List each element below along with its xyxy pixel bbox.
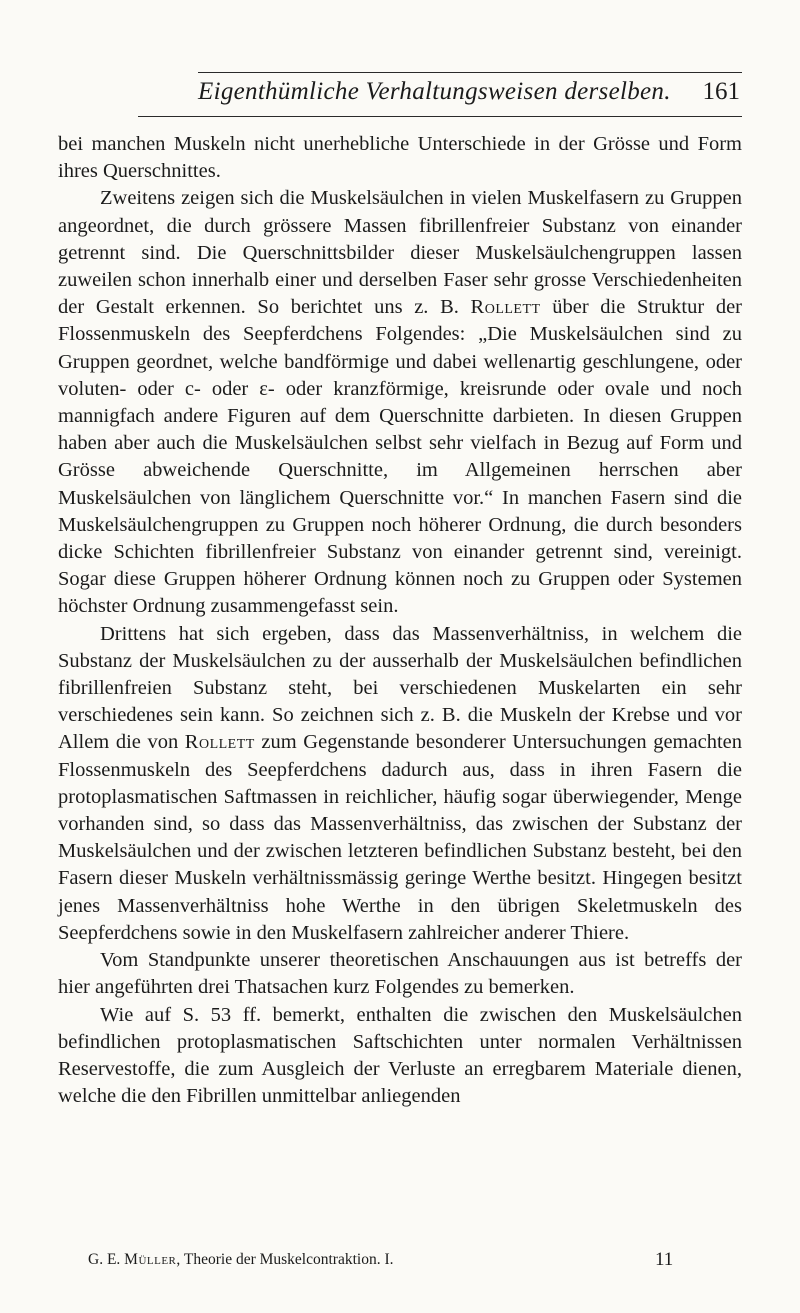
footer-author-name: Müller — [124, 1251, 177, 1268]
paragraph — [58, 185, 742, 620]
paragraph — [58, 947, 742, 1001]
text-segment: zum Gegenstande besonderer Untersuchungen gemachten Flossenmuskeln des Seepferdchens dadurch aus, dass in ihren Fasern die protoplasmatischen Saftmassen in reichlicher, häufig sogar überwiegender, Menge vorhanden sind, so dass das Massenverhältniss, das zwischen der Substanz der Muskelsäulchen und der zwischen letzteren befindlichen Substanz besteht, bei den Fasern dieser Muskeln verhältnissmässig geringe Werthe besitzt. Hingegen besitzt jenes Massenverhältniss hohe Werthe in den übrigen Skeletmuskeln des Seepferdchens sowie in den Muskelfasern zahlreicher anderer Thiere. — [58, 731, 742, 944]
text-segment: Drittens hat sich ergeben, dass das Massenverhältniss, in welchem die Substanz der Muskelsäulchen zu der ausserhalb der Muskelsäulchen befindlichen fibrillenfreien Substanz steht, bei verschiedenen Muskelarten ein sehr verschiedenes sein kann. So zeichnen sich z. B. die Muskeln der Krebse und vor Allem die von — [58, 622, 742, 754]
running-title: Eigenthümliche Verhaltungsweisen derselben. — [198, 78, 671, 105]
paragraph — [58, 131, 742, 185]
paragraph — [58, 1002, 742, 1111]
text-segment: Wie auf S. 53 ff. bemerkt, enthalten die zwischen den Muskelsäulchen befindlichen protoplasmatischen Saftschichten unter normalen Verhältnissen Reservestoffe, die zum Ausgleich der Verluste an erregbarem Materiale dienen, welche die den Fibrillen unmittelbar anliegenden — [58, 1003, 742, 1108]
footer-author-initial: G. E. — [88, 1251, 125, 1268]
page-number: 161 — [702, 78, 740, 105]
text-segment: bei manchen Muskeln nicht unerhebliche Unterschiede in der Grösse und Form ihres Querschnittes. — [58, 133, 742, 183]
signature-mark: 11 — [655, 1249, 674, 1270]
text-segment: Vom Standpunkte unserer theoretischen Anschauungen aus ist betreffs der hier angeführten drei Thatsachen kurz Folgendes zu bemerken. — [58, 949, 742, 999]
paragraph — [58, 621, 742, 947]
header-rule-bottom — [138, 116, 742, 117]
footer-citation — [88, 1251, 394, 1269]
author-name: Rollett — [184, 731, 255, 754]
text-segment: über die Struktur der Flossenmuskeln des Seepferdchens Folgendes: „Die Muskelsäulchen sind zu Gruppen geordnet, welche bandförmige und dabei wellenartig geschlungene, oder voluten- oder c- oder ε- oder kranzförmige, kreisrunde oder ovale und noch mannigfach andere Figuren auf dem Querschnitte darbieten. In diesen Gruppen haben aber auch die Muskelsäulchen selbst sehr vielfach in Bezug auf Form und Grösse abweichende Querschnitte, im Allgemeinen herrschen aber Muskelsäulchen von länglichem Querschnitte vor.“ In manchen Fasern sind die Muskelsäulchengruppen zu Gruppen noch höherer Ordnung, die durch besonders dicke Schichten fibrillenfreier Substanz von einander getrennt sind, vereinigt. Sogar diese Gruppen höherer Ordnung können noch zu Gruppen oder Systemen höchster Ordnung zusammengefasst sein. — [58, 296, 743, 618]
page-footer — [88, 1249, 742, 1273]
author-name: Rollett — [470, 296, 541, 319]
text-segment: Zweitens zeigen sich die Muskelsäulchen in vielen Muskelfasern zu Gruppen angeordnet, die durch grössere Massen fibrillenfreier Substanz von einander getrennt sind. Die Querschnittsbilder dieser Muskelsäulchengruppen lassen zuweilen schon innerhalb einer und derselben Faser sehr grosse Verschiedenheiten der Gestalt erkennen. So berichtet uns z. B. — [58, 187, 742, 319]
running-header — [138, 64, 742, 124]
body-text — [58, 131, 742, 1110]
footer-book-title: , Theorie der Muskelcontraktion. I. — [176, 1251, 394, 1268]
header-rule-top — [198, 72, 742, 73]
